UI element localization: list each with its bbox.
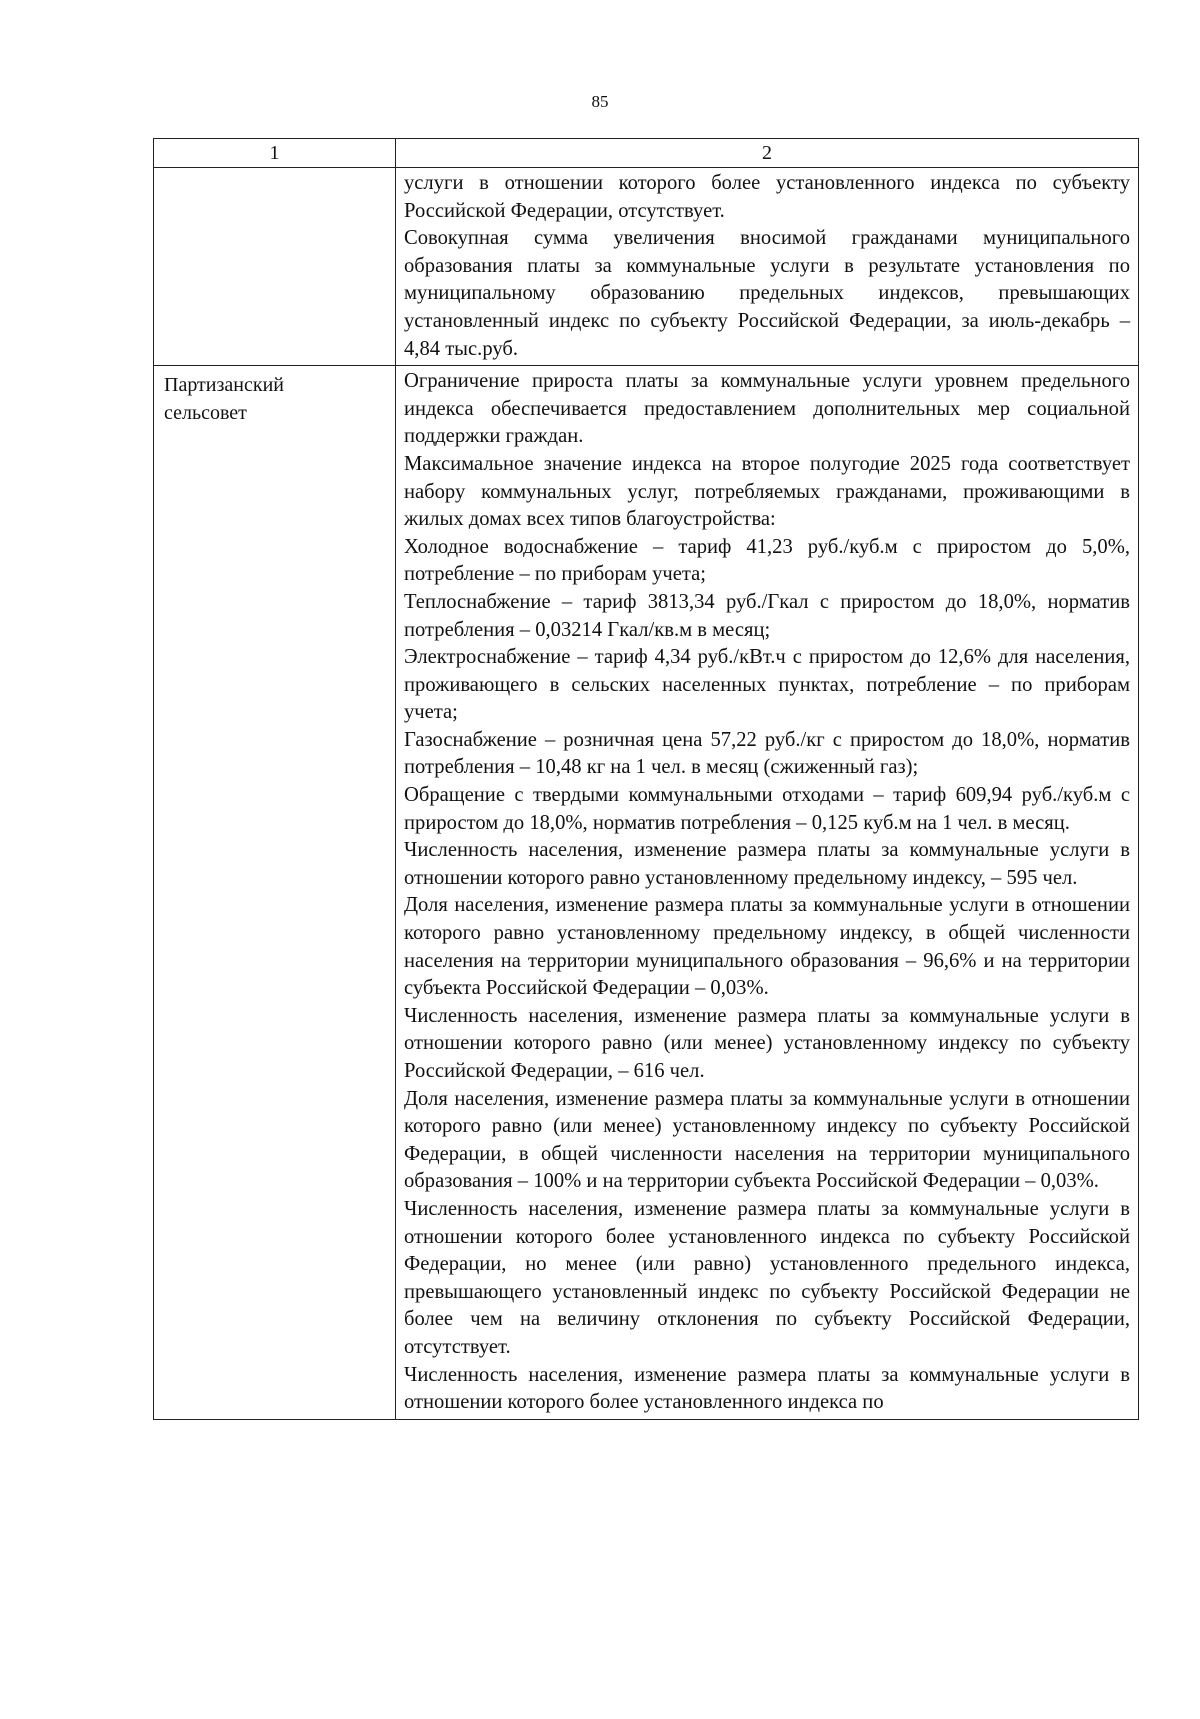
municipality-cell-empty xyxy=(154,168,396,366)
paragraph: Совокупная сумма увеличения вносимой гражданами муниципального образования платы за коммунальные услуги в результате установления по муниципальному образованию предельных индексов, превышающих установленный индекс по субъекту Российской Федерации, за июль-декабрь – 4,84 тыс.руб. xyxy=(404,227,1130,360)
municipality-type: сельсовет xyxy=(164,401,247,424)
page-number: 85 xyxy=(591,92,609,111)
table-row xyxy=(154,168,1139,366)
paragraph: Холодное водоснабжение – тариф 41,23 руб./куб.м с приростом до 5,0%, потребление – по приборам учета; xyxy=(404,535,1130,586)
description-cell xyxy=(396,366,1139,1420)
paragraph: Обращение с твердыми коммунальными отходами – тариф 609,94 руб./куб.м с приростом до 18,0%, норматив потребления – 0,125 куб.м на 1 чел. в месяц. xyxy=(404,784,1130,834)
paragraph: Доля населения, изменение размера платы за коммунальные услуги в отношении которого равно установленному предельному индексу, в общей численности населения на территории муниципального образования – 96,6% и на территории субъекта Российской Федерации – 0,03%. xyxy=(404,894,1130,1000)
table-header-row xyxy=(154,139,1139,168)
tariff-table xyxy=(153,138,1139,1420)
paragraph: Численность населения, изменение размера платы за коммунальные услуги в отношении которого более установленного индекса по субъекту Российской Федерации, но менее (или равно) установленного предельного индекса, превышающего установленный индекс по субъекту Российской Федерации не более чем на величину отклонения по субъекту Российской Федерации, отсутствует. xyxy=(404,1197,1130,1358)
description-cell xyxy=(396,168,1139,366)
paragraph: Газоснабжение – розничная цена 57,22 руб./кг с приростом до 18,0%, норматив потребления – 10,48 кг на 1 чел. в месяц (сжиженный газ); xyxy=(404,728,1130,779)
municipality-name: Партизанский xyxy=(164,374,284,397)
paragraph: Максимальное значение индекса на второе полугодие 2025 года соответствует набору коммунальных услуг, потребляемых гражданами, проживающими в жилых домах всех типов благоустройства: xyxy=(404,452,1130,531)
paragraph: Численность населения, изменение размера платы за коммунальные услуги в отношении которого равно (или менее) установленному индексу по субъекту Российской Федерации, – 616 чел. xyxy=(404,1004,1130,1082)
paragraph: Доля населения, изменение размера платы за коммунальные услуги в отношении которого равно (или менее) установленному индексу по субъекту Российской Федерации, в общей численности населения на территории муниципального образования – 100% и на территории субъекта Российской Федерации – 0,03%. xyxy=(404,1087,1130,1193)
paragraph: Численность населения, изменение размера платы за коммунальные услуги в отношении которого равно установленному предельному индексу, – 595 чел. xyxy=(404,839,1130,889)
municipality-cell xyxy=(154,366,396,1420)
paragraph: Электроснабжение – тариф 4,34 руб./кВт.ч с приростом до 12,6% для населения, проживающего в сельских населенных пунктах, потребление – по приборам учета; xyxy=(404,646,1130,724)
column-header-2: 2 xyxy=(396,139,1139,168)
paragraph: услуги в отношении которого более установленного индекса по субъекту Российской Федерации, отсутствует. xyxy=(404,172,1130,222)
paragraph: Ограничение прироста платы за коммунальные услуги уровнем предельного индекса обеспечивается предоставлением дополнительных мер социальной поддержки граждан. xyxy=(404,370,1130,448)
paragraph: Теплоснабжение – тариф 3813,34 руб./Гкал с приростом до 18,0%, норматив потребления – 0,03214 Гкал/кв.м в месяц; xyxy=(404,590,1130,641)
paragraph: Численность населения, изменение размера платы за коммунальные услуги в отношении которого более установленного индекса по xyxy=(404,1363,1130,1414)
table-row xyxy=(154,366,1139,1420)
column-header-1: 1 xyxy=(154,139,396,168)
